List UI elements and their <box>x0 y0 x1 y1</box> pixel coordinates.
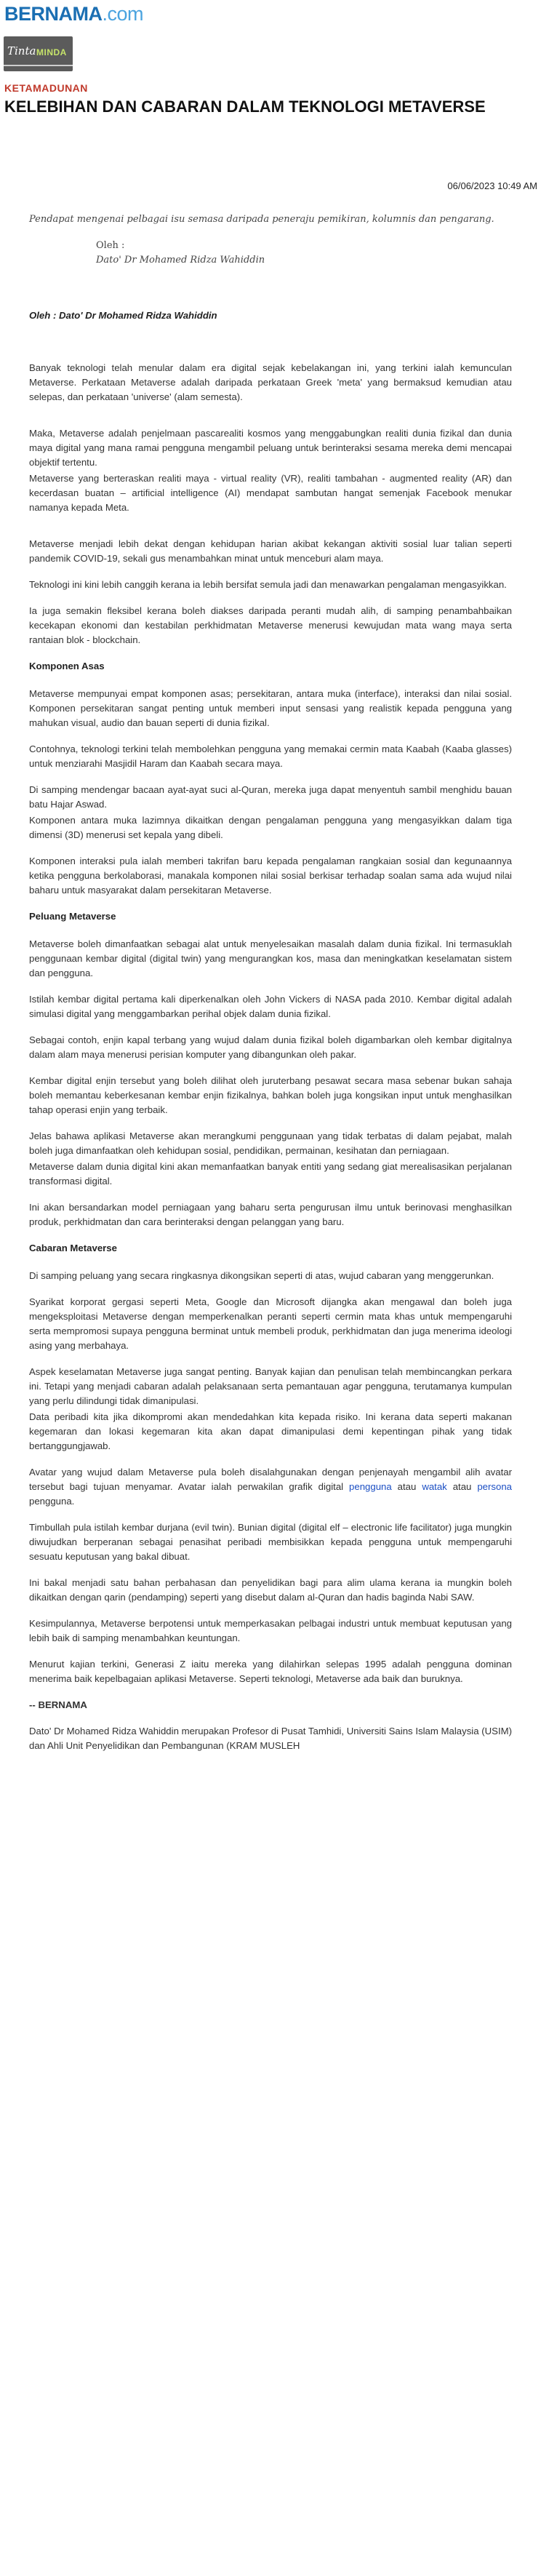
paragraph: Kesimpulannya, Metaverse berpotensi untuk memperkasakan pelbagai industri untuk membuat keputusan yang lebih baik di samping menambahkan keuntungan. <box>29 1618 512 1643</box>
byline: Oleh : Dato' Dr Mohamed Ridza Wahiddin <box>29 310 217 321</box>
paragraph: Metaverse mempunyai empat komponen asas; persekitaran, antara muka (interface), interaksi dan nilai sosial. Komponen persekitaran sangat penting untuk memberi input sensasi yang realistik kepada pengguna yang mahukan visual, audio dan bauan seperti di dunia fizikal. <box>29 688 512 728</box>
paragraph: Menurut kajian terkini, Generasi Z iaitu mereka yang dilahirkan selepas 1995 adalah pengguna dominan menerima baik kepelbagaian aplikasi Metaverse. Seperti teknologi, Metaverse ada baik dan buruknya. <box>29 1659 512 1684</box>
logo-swoosh <box>4 65 73 66</box>
tinta-minda-logo[interactable] <box>4 36 73 71</box>
paragraph: Syarikat korporat gergasi seperti Meta, Google dan Microsoft dijangka akan mengawal dan boleh juga mengeksploitasi Metaverse dengan memperkenalkan peranti seperti cermin mata khas untuk mempengaruhi serta mempromosi supaya pengguna berminat untuk membeli produk, perkhidmatan dan juga menerima ideologi asing yang merbahaya. <box>29 1296 512 1351</box>
sub-brand-left: Tinta <box>7 44 36 57</box>
author-block <box>96 239 512 268</box>
paragraph: Komponen antara muka lazimnya dikaitkan dengan pengalaman pengguna yang mengasyikkan dalam tiga dimensi (3D) menerusi set kepala yang dibeli. <box>29 815 512 840</box>
paragraph: Ini akan bersandarkan model perniagaan yang baharu serta pengurusan ilmu untuk berinovasi menghasilkan produk, perkhidmatan dan cara berinteraksi dengan pelanggan yang baru. <box>29 1202 512 1227</box>
paragraph: Contohnya, teknologi terkini telah membolehkan pengguna yang memakai cermin mata Kaabah (Kaaba glasses) untuk menziarahi Masjidil Haram dan Kaabah secara maya. <box>29 743 512 769</box>
paragraph: Komponen interaksi pula ialah memberi takrifan baru kepada pengalaman rangkaian sosial dan kegunaannya ketika pengguna berkolaborasi, manakala komponen nilai sosial berkisar terhadap soalan sama ada wujud nilai baharu untuk masyarakat dalam persekitaran Metaverse. <box>29 856 512 896</box>
author-label: Oleh : <box>96 240 125 251</box>
paragraph: Ini bakal menjadi satu bahan perbahasan dan penyelidikan bagi para alim ulama kerana ia mungkin boleh dikaitkan dengan qarin (pendamping) seperti yang disebut dalam al-Quran dan hadis baginda Nabi SAW. <box>29 1577 512 1603</box>
link-pengguna[interactable]: pengguna <box>349 1481 392 1492</box>
paragraph: Banyak teknologi telah menular dalam era digital sejak kebelakangan ini, yang terkini ialah kemunculan Metaverse. Perkataan Metaverse adalah daripada perkataan Greek 'meta' yang bermaksud kemudian atau selepas, dan perkataan 'universe' (alam semesta). <box>29 362 512 402</box>
paragraph: Maka, Metaverse adalah penjelmaan pascarealiti kosmos yang menggabungkan realiti dunia fizikal dan dunia maya digital yang mana ramai pengguna mengambil peluang untuk berinteraksi sesama mereka demi mencapai objektif tertentu. <box>29 428 512 468</box>
bernama-logo[interactable] <box>4 3 143 25</box>
article-timestamp: 06/06/2023 10:49 AM <box>447 180 537 191</box>
paragraph-text: pengguna. <box>29 1496 75 1507</box>
paragraph: Jelas bahawa aplikasi Metaverse akan merangkumi penggunaan yang tidak terbatas di dalam pejabat, malah boleh juga dimanfaatkan oleh kehidupan sosial, pendidikan, permainan, kesihatan dan perniagaan. <box>29 1131 512 1156</box>
paragraph: Metaverse yang berteraskan realiti maya - virtual reality (VR), realiti tambahan - augmented reality (AR) dan kecerdasan buatan – artificial intelligence (AI) mendapat sambutan hangat semenjak Facebook menukar namanya kepada Meta. <box>29 473 512 513</box>
article-body <box>29 212 512 1765</box>
paragraph: Data peribadi kita jika dikompromi akan mendedahkan kita kepada risiko. Ini kerana data seperti makanan kegemaran dan lokasi kegemaran kita akan dapat dimanipulasi demi kepentingan pihak yang tidak bertanggungjawab. <box>29 1411 512 1451</box>
paragraph-text: Avatar yang wujud dalam Metaverse pula boleh disalahgunakan dengan penjenayah mengambil alih avatar tersebut bagi tujuan menyamar. Avatar ialah perwakilan grafik digital <box>29 1467 512 1492</box>
article-title: KELEBIHAN DAN CABARAN DALAM TEKNOLOGI METAVERSE <box>4 97 486 116</box>
paragraph: Sebagai contoh, enjin kapal terbang yang wujud dalam dunia fizikal boleh digambarkan oleh kembar digitalnya dalam alam maya menerusi perisian komputer yang dibangunkan oleh pakar. <box>29 1034 512 1060</box>
paragraph: Timbullah pula istilah kembar durjana (evil twin). Bunian digital (digital elf – electronic life facilitator) juga mungkin diwujudkan berperanan sebagai penasihat peribadi membisikkan kepada pengguna untuk mempengaruhi sesuatu keputusan yang bakal dibuat. <box>29 1522 512 1562</box>
paragraph-text: atau <box>391 1481 422 1492</box>
paragraph <box>29 1465 512 1509</box>
paragraph: Di samping peluang yang secara ringkasnya dikongsikan seperti di atas, wujud cabaran yang menggerunkan. <box>29 1270 494 1281</box>
section-heading: Cabaran Metaverse <box>29 1243 117 1253</box>
paragraph-text: atau <box>446 1481 478 1492</box>
paragraph: Istilah kembar digital pertama kali diperkenalkan oleh John Vickers di NASA pada 2010. Kembar digital adalah simulasi digital yang menggambarkan perihal objek dalam dunia fizikal. <box>29 994 512 1019</box>
paragraph: Di samping mendengar bacaan ayat-ayat suci al-Quran, mereka juga dapat menyentuh sambil menghidu bauan batu Hajar Aswad. <box>29 784 512 810</box>
paragraph: Metaverse dalam dunia digital kini akan memanfaatkan banyak entiti yang sedang giat merealisasikan perjalanan transformasi digital. <box>29 1161 512 1187</box>
link-persona[interactable]: persona <box>477 1481 513 1492</box>
link-watak[interactable]: watak <box>422 1481 447 1492</box>
paragraph: Teknologi ini kini lebih canggih kerana ia lebih bersifat semula jadi dan menawarkan pengalaman mengasyikkan. <box>29 579 507 590</box>
section-heading: Komponen Asas <box>29 661 105 671</box>
paragraph: Aspek keselamatan Metaverse juga sangat penting. Banyak kajian dan penulisan telah membincangkan perkara ini. Tetapi yang menjadi cabaran adalah pelaksanaan serta pemantauan agar pengguna, terutamanya kumpulan yang perlu dilindungi tidak dimanipulasi. <box>29 1366 512 1406</box>
paragraph: Kembar digital enjin tersebut yang boleh dilihat oleh juruterbang pesawat secara masa sebenar bukan sahaja boleh memantau keberkesanan kembar enjin fizikalnya, bahkan boleh juga kongsikan input untuk menghasilkan tahap operasi enjin yang terbaik. <box>29 1075 512 1115</box>
author-name: Dato' Dr Mohamed Ridza Wahiddin <box>96 255 265 266</box>
signoff: -- BERNAMA <box>29 1699 87 1710</box>
paragraph: Metaverse boleh dimanfaatkan sebagai alat untuk menyelesaikan masalah dalam dunia fizikal. Ini termasuklah penggunaan kembar digital (digital twin) yang mengurangkan kos, masa dan meningkatkan keselamatan sistem dan pengguna. <box>29 938 512 978</box>
paragraph: Ia juga semakin fleksibel kerana boleh diakses daripada peranti mudah alih, di samping penambahbaikan kecekapan ekonomi dan kestabilan perkhidmatan Metaverse menerusi kewujudan mata wang maya serta rantaian blok - blockchain. <box>29 605 512 645</box>
brand-light: .com <box>102 3 144 25</box>
brand-bold: BERNAMA <box>4 3 103 25</box>
article-category[interactable]: KETAMADUNAN <box>4 82 88 94</box>
paragraph: Metaverse menjadi lebih dekat dengan kehidupan harian akibat kekangan aktiviti sosial luar talian seperti pandemik COVID-19, sekali gus menambahkan minat untuk menceburi alam maya. <box>29 538 512 564</box>
column-disclaimer: Pendapat mengenai pelbagai isu semasa daripada peneraju pemikiran, kolumnis dan pengarang. <box>29 214 494 225</box>
author-bio: Dato' Dr Mohamed Ridza Wahiddin merupakan Profesor di Pusat Tamhidi, Universiti Sains Islam Malaysia (USIM) dan Ahli Unit Penyelidikan dan Pembangunan (KRAM MUSLEH <box>29 1726 512 1751</box>
section-heading: Peluang Metaverse <box>29 911 116 922</box>
sub-brand-right: MINDA <box>36 47 67 57</box>
